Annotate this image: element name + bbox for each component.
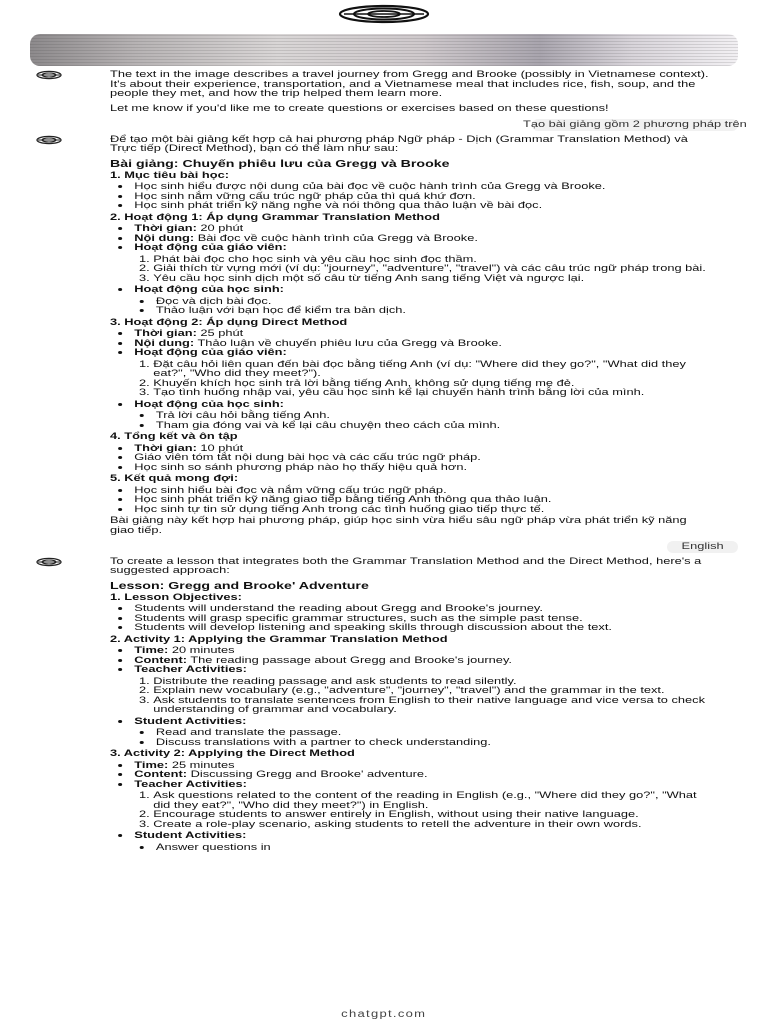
message-paragraph: The text in the image describes a travel journey from Gregg and Brooke (possibly in Vietnamese context). It's about their experience, transportation, and a Vietnamese meal that includes rice, fish, soup, and the people they met, and how the trip helped them learn more. [110, 69, 709, 99]
list-item-label: Time: [134, 759, 169, 771]
sub-list-item: • Thảo luận với bạn học để kiểm tra bản dịch. [156, 306, 712, 316]
footer-site [0, 1009, 768, 1020]
list-item-text: Discussing Gregg and Brooke' adventure. [187, 769, 428, 780]
section-heading: 1. Mục tiêu bài học: [110, 169, 230, 181]
step-list [132, 255, 713, 284]
list-item: • Học sinh phát triển kỹ năng nghe và nói thông qua thảo luận về bài đọc. [134, 201, 712, 211]
list-item: • Students will grasp specific grammar structures, such as the simple past tense. [134, 614, 712, 624]
list-item-text: 10 phút [196, 442, 244, 454]
sub-list-item: • Read and translate the passage. [156, 728, 712, 738]
list-item-label: Content: [134, 654, 188, 666]
sub-list-item: • Đọc và dịch bài đọc. [156, 297, 712, 307]
user-message-text: Tạo bài giảng gồm 2 phương pháp trên [523, 119, 748, 130]
list-item-text: 25 phút [196, 328, 244, 339]
bullet-list [110, 646, 712, 675]
sub-bullet-list [132, 411, 713, 430]
sub-list-item: • Discuss translations with a partner to check understanding. [156, 738, 712, 748]
message-intro: Để tạo một bài giảng kết hợp cả hai phương pháp Ngữ pháp - Dịch (Grammar Translation Method) và Trực tiếp (Direct Method), bạn có thể làm như sau: [110, 133, 688, 154]
list-item-text: Học sinh so sánh phương pháp nào họ thấy hiệu quả hơn. [134, 461, 468, 473]
list-item [134, 665, 712, 675]
image-preview-text [40, 36, 728, 64]
section-heading: 2. Activity 1: Applying the Grammar Translation Method [110, 633, 448, 645]
footer-site-label: chatgpt.com [341, 1009, 427, 1020]
list-item [134, 463, 712, 473]
message-closing: Bài giảng này kết hợp hai phương pháp, giúp học sinh vừa hiểu sâu ngữ pháp vừa phát triển kỹ năng giao tiếp. [110, 515, 687, 536]
assistant-message [0, 557, 768, 853]
list-item: • Học sinh hiểu được nội dung của bài đọc về cuộc hành trình của Gregg và Brooke. [134, 182, 712, 192]
shared-image-preview[interactable] [30, 34, 738, 66]
bullet-list [110, 486, 712, 515]
bullet-list [110, 329, 712, 358]
list-item-label: Thời gian: [134, 442, 197, 454]
list-item: • Học sinh nắm vững cấu trúc ngữ pháp của thì quá khứ đơn. [134, 192, 712, 202]
user-message [667, 541, 738, 553]
message-paragraph: Let me know if you'd like me to create questions or exercises based on these questions! [110, 102, 609, 114]
list-item-text: 20 phút [196, 223, 244, 234]
bullet-list [110, 444, 712, 473]
list-item-text: Học sinh tự tin sử dụng tiếng Anh trong các tình huống giao tiếp thực tế. [134, 503, 545, 515]
step-item: 3. Ask students to translate sentences from English to their native language and vice versa to check understanding of grammar and vocabulary. [153, 696, 712, 715]
assistant-avatar-icon [34, 135, 64, 145]
sub-bullet-list [132, 728, 713, 747]
section-heading: 5. Kết quả mong đợi: [110, 473, 239, 484]
list-item [134, 243, 712, 253]
step-item: 2. Giải thích từ vựng mới (ví dụ: "journey", "adventure", "travel") và các câu trúc ngữ pháp trong bài. [153, 264, 712, 274]
sub-bullet-list [132, 843, 713, 853]
assistant-message [0, 135, 768, 536]
list-item-text: The reading passage about Gregg and Brooke's journey. [187, 654, 512, 666]
step-item: 3. Tạo tình huống nhập vai, yêu cầu học sinh kể lại chuyến hành trình bằng lời của mình. [153, 388, 712, 398]
list-item-label: Student Activities: [134, 715, 247, 727]
user-message-text: English [681, 541, 724, 552]
chat-thread [0, 70, 768, 858]
step-item: 1. Distribute the reading passage and ask students to read silently. [153, 677, 712, 687]
assistant-avatar-icon [34, 70, 64, 80]
sub-list-item: • Tham gia đóng vai và kể lại câu chuyện theo cách của mình. [156, 421, 712, 431]
list-item-label: Teacher Activities: [134, 778, 247, 790]
bullet-list [110, 182, 712, 211]
bullet-list [110, 717, 712, 727]
step-item: 2. Encourage students to answer entirely in English, without using their native language. [153, 810, 712, 820]
list-item-text: Thảo luận về chuyến phiêu lưu của Gregg và Brooke. [194, 337, 502, 349]
list-item-label: Hoạt động của giáo viên: [134, 347, 287, 358]
list-item-label: Content: [134, 769, 188, 780]
bullet-list [110, 224, 712, 253]
step-item: 2. Explain new vocabulary (e.g., "adventure", "journey", "travel") and the grammar in the text. [153, 686, 712, 696]
list-item [134, 400, 712, 410]
bullet-list [110, 761, 712, 790]
assistant-message [0, 70, 768, 113]
list-item-label: Hoạt động của học sinh: [134, 284, 284, 295]
list-item [134, 717, 712, 727]
section-heading: 2. Hoạt động 1: Áp dụng Grammar Translation Method [110, 211, 440, 223]
list-item-text: Học sinh hiểu bài đọc và nắm vững cấu trúc ngữ pháp. [134, 484, 447, 496]
list-item: • Students will understand the reading about Gregg and Brooke's journey. [134, 604, 712, 614]
list-item-text: Giáo viên tóm tắt nội dung bài học và các cấu trúc ngữ pháp. [134, 452, 481, 463]
step-item: 1. Ask questions related to the content of the reading in English (e.g., "Where did they go?", "What did they eat?", "Who did they meet?") in English. [153, 791, 712, 810]
list-item-text: Bài đọc về cuộc hành trình của Gregg và Brooke. [194, 232, 478, 244]
section-heading: 3. Activity 2: Applying the Direct Method [110, 748, 355, 759]
bullet-list [110, 604, 712, 633]
sub-bullet-list [132, 297, 713, 316]
step-item: 3. Yêu cầu học sinh dịch một số câu từ tiếng Anh sang tiếng Việt và ngược lại. [153, 274, 712, 284]
assistant-message-body [110, 70, 712, 113]
bullet-list [110, 400, 712, 410]
list-item: • Students will develop listening and speaking skills through discussion about the text. [134, 623, 712, 633]
step-list [132, 360, 713, 398]
list-item [134, 285, 712, 295]
step-list [132, 677, 713, 715]
bullet-list [110, 831, 712, 841]
section-heading: 1. Lesson Objectives: [110, 591, 242, 603]
list-item-label: Hoạt động của giáo viên: [134, 242, 287, 253]
step-item: 2. Khuyến khích học sinh trả lời bằng tiếng Anh, không sử dụng tiếng mẹ đẻ. [153, 379, 712, 389]
lesson-title: Lesson: Gregg and Brooke' Adventure [110, 579, 369, 592]
step-item: 1. Phát bài đọc cho học sinh và yêu cầu học sinh đọc thầm. [153, 255, 712, 265]
list-item [134, 831, 712, 841]
list-item-text: 20 minutes [168, 645, 235, 656]
section-heading: 3. Hoạt động 2: Áp dụng Direct Method [110, 316, 348, 328]
list-item-label: Nội dung: [134, 232, 195, 244]
list-item-text: 25 minutes [168, 759, 235, 771]
step-list [132, 791, 713, 829]
openai-logo-icon[interactable] [0, 4, 768, 26]
list-item-label: Teacher Activities: [134, 664, 247, 675]
list-item-label: Thời gian: [134, 223, 197, 234]
sub-list-item: • Answer questions in [156, 843, 712, 853]
step-item: 3. Create a role-play scenario, asking students to retell the adventure in their own words. [153, 820, 712, 830]
list-item [134, 780, 712, 790]
sub-list-item: • Trả lời câu hỏi bằng tiếng Anh. [156, 411, 712, 421]
list-item [134, 505, 712, 515]
assistant-message-body [110, 135, 712, 536]
step-item: 1. Đặt câu hỏi liên quan đến bài đọc bằng tiếng Anh (ví dụ: "Where did they go?", "What did they eat?", "Who did they meet?"). [153, 360, 712, 379]
bullet-list [110, 285, 712, 295]
list-item-text: Học sinh phát triển kỹ năng giao tiếp bằng tiếng Anh thông qua thảo luận. [134, 494, 552, 505]
list-item-label: Time: [134, 645, 169, 656]
assistant-avatar-icon [34, 557, 64, 567]
assistant-message-body [110, 557, 712, 853]
user-message [523, 119, 748, 131]
list-item [134, 348, 712, 358]
message-intro: To create a lesson that integrates both the Grammar Translation Method and the Direct Method, here's a suggested approach: [110, 555, 702, 576]
list-item-label: Student Activities: [134, 830, 247, 841]
lesson-title: Bài giảng: Chuyến phiêu lưu của Gregg và Brooke [110, 157, 450, 170]
list-item-label: Thời gian: [134, 328, 197, 339]
list-item-label: Hoạt động của học sinh: [134, 398, 284, 410]
list-item-label: Nội dung: [134, 337, 195, 349]
section-heading: 4. Tổng kết và ôn tập [110, 431, 238, 442]
